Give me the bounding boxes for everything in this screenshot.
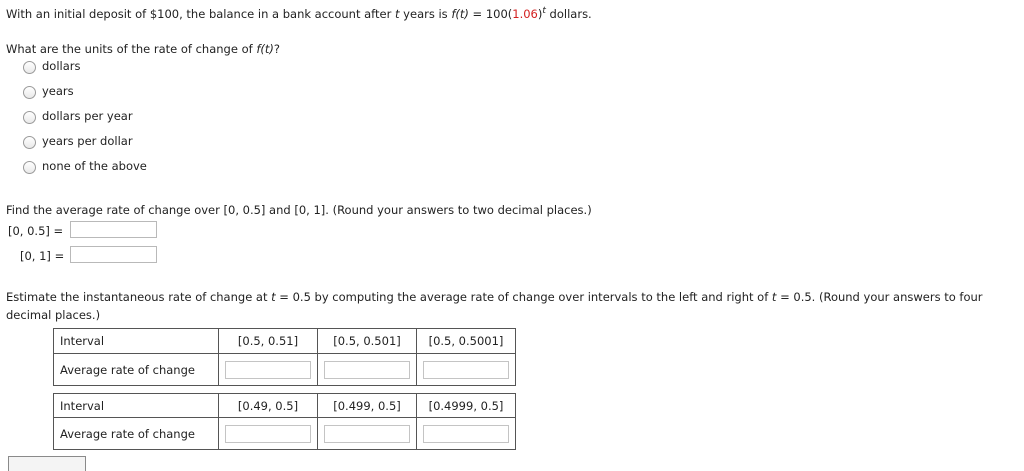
table-row — [54, 418, 516, 450]
q3-prompt-mid: = 0.5 by computing the average rate of change over intervals to the left and right of — [275, 290, 772, 304]
radio-button[interactable] — [23, 86, 36, 99]
q2-input-0-1[interactable] — [70, 246, 157, 263]
rate-input[interactable] — [423, 361, 509, 379]
option-label[interactable]: none of the above — [42, 159, 147, 173]
rate-input[interactable] — [324, 361, 410, 379]
q1-prompt-end: ? — [273, 42, 280, 56]
rate-cell — [417, 418, 516, 450]
row-header-rate: Average rate of change — [54, 354, 219, 386]
left-intervals-table — [53, 393, 516, 450]
rate-cell — [318, 418, 417, 450]
q3-prompt-end: = 0.5. (Round your answers to four — [776, 290, 983, 304]
rate-cell — [219, 354, 318, 386]
q1-prompt-func: f(t) — [256, 42, 274, 56]
radio-button[interactable] — [23, 136, 36, 149]
q2-label-0-1: [0, 1] = — [20, 249, 65, 263]
row-header-interval: Interval — [54, 329, 219, 354]
q3-prompt-line2: decimal places.) — [6, 308, 101, 322]
radio-button[interactable] — [23, 161, 36, 174]
radio-button[interactable] — [23, 61, 36, 74]
q2-label-0-0.5: [0, 0.5] = — [8, 224, 64, 238]
table-row — [54, 394, 516, 418]
radio-button[interactable] — [23, 111, 36, 124]
intro-end: dollars. — [545, 6, 592, 21]
intro-mid: years is — [399, 6, 452, 21]
q2-input-0-0.5[interactable] — [70, 221, 157, 238]
intro-exponent: t — [542, 6, 546, 16]
option-label[interactable]: dollars — [42, 59, 81, 73]
row-header-rate: Average rate of change — [54, 418, 219, 450]
rate-cell — [417, 354, 516, 386]
option-label[interactable]: dollars per year — [42, 109, 133, 123]
table-row — [54, 354, 516, 386]
problem-statement — [6, 6, 592, 21]
right-intervals-table — [53, 328, 516, 386]
table-row — [54, 329, 516, 354]
partial-button[interactable] — [8, 456, 86, 471]
q1-prompt — [6, 42, 280, 56]
q2-prompt: Find the average rate of change over [0, 0.5] and [0, 1]. (Round your answers to two decimal places.) — [6, 203, 592, 217]
q3-prompt-pre: Estimate the instantaneous rate of change at — [6, 290, 272, 304]
interval-cell: [0.499, 0.5] — [318, 394, 417, 418]
rate-input[interactable] — [423, 425, 509, 443]
interval-cell: [0.5, 0.51] — [219, 329, 318, 354]
q3-prompt — [6, 290, 983, 304]
intro-eq: = 100( — [468, 6, 513, 21]
intro-base: 1.06 — [512, 6, 538, 21]
rate-cell — [318, 354, 417, 386]
rate-input[interactable] — [225, 425, 311, 443]
q1-prompt-text: What are the units of the rate of change of — [6, 42, 257, 56]
intro-close: ) — [537, 6, 543, 21]
intro-pre: With an initial deposit of $100, the balance in a bank account after — [6, 6, 396, 21]
intro-var-t: t — [395, 6, 400, 21]
intro-func: f(t) — [451, 6, 469, 21]
rate-input[interactable] — [225, 361, 311, 379]
q3-var-t: t — [271, 290, 276, 304]
option-label[interactable]: years — [42, 84, 74, 98]
interval-cell: [0.4999, 0.5] — [417, 394, 516, 418]
rate-input[interactable] — [324, 425, 410, 443]
interval-cell: [0.49, 0.5] — [219, 394, 318, 418]
option-label[interactable]: years per dollar — [42, 134, 133, 148]
interval-cell: [0.5, 0.501] — [318, 329, 417, 354]
rate-cell — [219, 418, 318, 450]
row-header-interval: Interval — [54, 394, 219, 418]
interval-cell: [0.5, 0.5001] — [417, 329, 516, 354]
q3-var-t2: t — [771, 290, 777, 304]
